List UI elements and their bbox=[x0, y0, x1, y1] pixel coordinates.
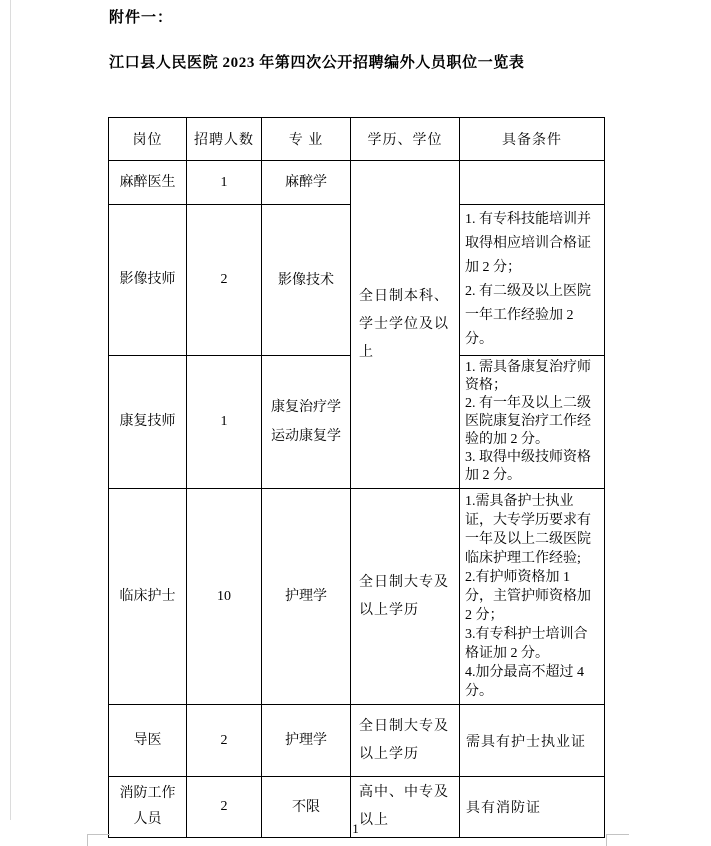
cell-conditions bbox=[460, 205, 605, 356]
condition-item: 4.加分最高不超过 4 分。 bbox=[465, 665, 584, 699]
cell-position: 导医 bbox=[109, 705, 187, 777]
cell-education: 全日制大专及以上学历 bbox=[351, 705, 460, 777]
table-header-row bbox=[109, 118, 605, 161]
cell-position: 临床护士 bbox=[109, 489, 187, 705]
cell-conditions bbox=[460, 356, 605, 489]
cell-count: 2 bbox=[187, 777, 262, 838]
cell-education: 全日制大专及以上学历 bbox=[351, 489, 460, 705]
cell-count: 1 bbox=[187, 356, 262, 489]
cell-conditions: 具有消防证 bbox=[460, 777, 605, 838]
condition-item: 2. 有二级及以上医院一年工作经验加 2 分。 bbox=[465, 284, 591, 347]
table-row bbox=[109, 705, 605, 777]
margin-corner-mark-left bbox=[87, 834, 110, 846]
cell-position: 康复技师 bbox=[109, 356, 187, 489]
cell-education: 高中、中专及以上 bbox=[351, 777, 460, 838]
condition-item: 1. 需具备康复治疗师资格； bbox=[465, 360, 591, 393]
column-header-major: 专 业 bbox=[262, 118, 351, 161]
condition-item: 2. 有一年及以上二级医院康复治疗工作经验的加 2 分。 bbox=[465, 396, 591, 447]
cell-position: 消防工作人员 bbox=[109, 777, 187, 838]
condition-item: 1. 有专科技能培训并取得相应培训合格证加 2 分； bbox=[465, 212, 591, 275]
column-header-count: 招聘人数 bbox=[187, 118, 262, 161]
table-row bbox=[109, 489, 605, 705]
condition-item: 3.有专科护士培训合格证加 2 分。 bbox=[465, 627, 588, 661]
cell-major: 不限 bbox=[262, 777, 351, 838]
condition-item: 3. 取得中级技师资格加 2 分。 bbox=[465, 450, 591, 483]
cell-count: 2 bbox=[187, 205, 262, 356]
table-row bbox=[109, 161, 605, 205]
cell-position: 麻醉医生 bbox=[109, 161, 187, 205]
page-number: 1 bbox=[352, 821, 359, 836]
cell-education-merged: 全日制本科、学士学位及以上 bbox=[351, 161, 460, 489]
cell-major bbox=[262, 356, 351, 489]
cell-count: 10 bbox=[187, 489, 262, 705]
cell-position: 影像技师 bbox=[109, 205, 187, 356]
page-title: 江口县人民医院 2023 年第四次公开招聘编外人员职位一览表 bbox=[109, 55, 525, 71]
major-line: 运动康复学 bbox=[271, 429, 341, 444]
major-line: 康复治疗学 bbox=[271, 400, 341, 415]
positions-table bbox=[108, 117, 605, 838]
margin-corner-mark-right bbox=[606, 834, 629, 846]
cell-count: 1 bbox=[187, 161, 262, 205]
condition-item: 2.有护师资格加 1 分，主管护师资格加 2 分； bbox=[465, 570, 591, 623]
cell-major: 影像技术 bbox=[262, 205, 351, 356]
attachment-label: 附件一： bbox=[109, 10, 174, 26]
cell-count: 2 bbox=[187, 705, 262, 777]
cell-conditions bbox=[460, 489, 605, 705]
column-header-position: 岗位 bbox=[109, 118, 187, 161]
column-header-conditions: 具备条件 bbox=[460, 118, 605, 161]
cell-conditions: 需具有护士执业证 bbox=[460, 705, 605, 777]
condition-item: 1.需具备护士执业证，大专学历要求有一年及以上二级医院临床护理工作经验; bbox=[465, 494, 591, 566]
cell-major: 护理学 bbox=[262, 705, 351, 777]
cell-major: 麻醉学 bbox=[262, 161, 351, 205]
cell-conditions-empty bbox=[460, 161, 605, 205]
page-edge-line bbox=[10, 0, 11, 820]
column-header-education: 学历、学位 bbox=[351, 118, 460, 161]
cell-major: 护理学 bbox=[262, 489, 351, 705]
